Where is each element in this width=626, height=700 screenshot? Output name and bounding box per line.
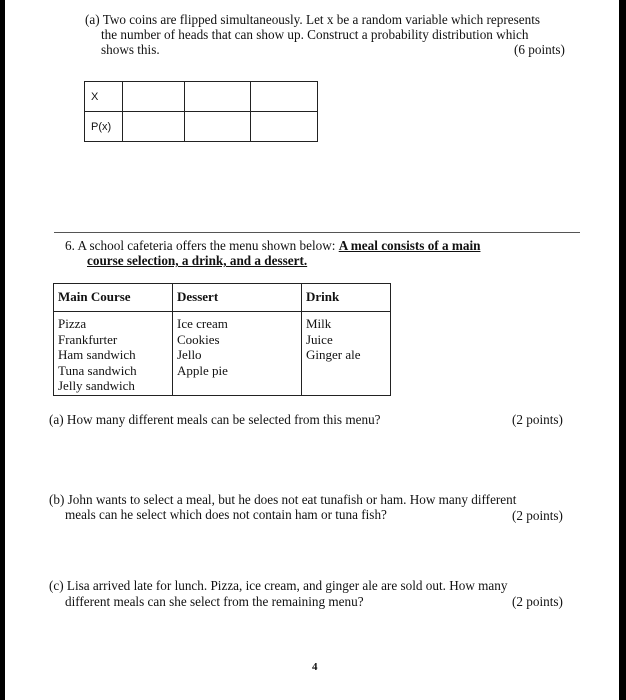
list-item: Ham sandwich [58, 347, 136, 362]
part-a-points: (2 points) [512, 412, 563, 427]
list-item: Tuna sandwich [58, 362, 137, 378]
worksheet-page [5, 0, 619, 700]
drink-cell [302, 312, 391, 396]
table-row [54, 312, 391, 396]
list-item: Pizza [58, 316, 87, 331]
list-item: Jello [177, 347, 202, 362]
question6-emphasis-2: course selection, a drink, and a dessert. [87, 253, 308, 268]
list-item: Apple pie [177, 362, 228, 378]
menu-table [53, 283, 391, 396]
part-c-line1: (c) Lisa arrived late for lunch. Pizza, ice cream, and ginger ale are sold out. How many [49, 578, 508, 593]
question6-line1 [65, 238, 480, 253]
header-dessert: Dessert [173, 284, 302, 312]
list-item: Ginger ale [306, 347, 361, 362]
x-row-label: X [85, 82, 123, 112]
question6-line2 [87, 253, 307, 268]
list-item: Jelly sandwich [58, 378, 135, 393]
table-row [85, 112, 318, 142]
probability-distribution-table [84, 81, 318, 142]
part-b-points: (2 points) [512, 508, 563, 523]
question6-emphasis-1: A meal consists of a main [338, 238, 481, 253]
part-c-line2: different meals can she select from the remaining menu? [65, 594, 364, 609]
px-row-label: P(x) [85, 112, 123, 142]
list-item: Cookies [177, 331, 220, 347]
header-main-course: Main Course [54, 284, 173, 312]
table-cell[interactable] [185, 82, 251, 112]
header-drink: Drink [302, 284, 391, 312]
question6-prefix: 6. A school cafeteria offers the menu shown below: [65, 238, 339, 253]
table-cell[interactable] [123, 82, 185, 112]
table-header-row [54, 284, 391, 312]
coins-question-line1: (a) Two coins are flipped simultaneously. Let x be a random variable which represents [85, 12, 540, 27]
list-item: Frankfurter [58, 331, 118, 347]
table-cell[interactable] [251, 82, 318, 112]
coins-question-line3: shows this. [101, 42, 160, 57]
list-item: Milk [306, 316, 332, 331]
part-c-points: (2 points) [512, 594, 563, 609]
page-number: 4 [312, 661, 318, 673]
main-course-cell [54, 312, 173, 396]
table-cell[interactable] [123, 112, 185, 142]
coins-question-points: (6 points) [514, 42, 565, 57]
part-b-line1: (b) John wants to select a meal, but he does not eat tunafish or ham. How many different [49, 492, 517, 507]
part-a-question: (a) How many different meals can be selected from this menu? [49, 412, 381, 427]
coins-question-line2: the number of heads that can show up. Construct a probability distribution which [101, 27, 529, 42]
section-divider [54, 232, 580, 233]
dessert-cell [173, 312, 302, 396]
list-item: Ice cream [177, 316, 228, 331]
part-b-line2: meals can he select which does not contain ham or tuna fish? [65, 507, 387, 522]
table-cell[interactable] [251, 112, 318, 142]
list-item: Juice [306, 331, 333, 347]
table-row [85, 82, 318, 112]
table-cell[interactable] [185, 112, 251, 142]
